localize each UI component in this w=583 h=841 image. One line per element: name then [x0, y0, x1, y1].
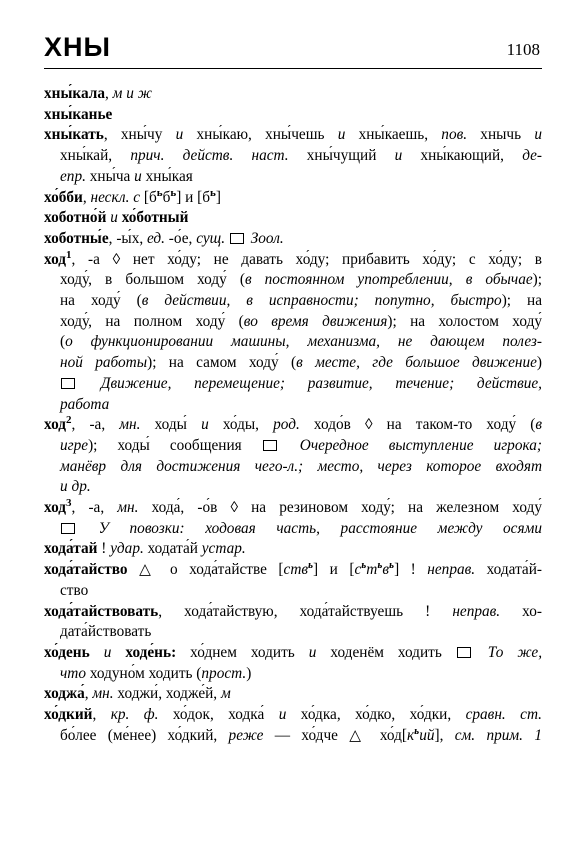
entry-line: дата́йствовать: [60, 623, 152, 641]
entry-line: хоботны́е, -ы́х, ед. -о́е, сущ. Зоол.: [44, 229, 284, 247]
entry-line: ход$^1$, -а ◊ нет хо́ду; не давать хо́ду; прибавить хо́ду; с хо́ду; в: [44, 249, 542, 268]
entry-line: хны́кай, прич. действ. наст. хны́чущий и хны́кающий, де-: [60, 147, 542, 165]
entry-line: хо́дкий, кр. ф. хо́док, ходка́ и хо́дка, хо́дко, хо́дки, сравн. ст.: [44, 706, 542, 724]
entry-line: Движение, перемещение; развитие, течение; действие,: [44, 374, 542, 395]
entry-line: ход$^2$, -а, мн. ходы́ и хо́ды, род. ходо́в ◊ на таком-то ходу́ (в: [44, 415, 542, 434]
entry-line: хоботно́й и хо́ботный: [44, 209, 189, 227]
square-icon: [457, 647, 471, 658]
entry-line: ходу́, в большом ходу́ (в постоянном употреблении, в обычае);: [60, 271, 542, 289]
running-head: ХНЫ: [44, 32, 111, 62]
square-icon: [263, 440, 277, 451]
entry-line: и др.: [60, 478, 91, 496]
entry-line: на ходу́ (в действии, в исправности; попутно, быстро); на: [60, 292, 542, 310]
entry-line: хода́тай ! удар. ходата́й устар.: [44, 540, 246, 558]
dictionary-page: [44, 34, 542, 747]
square-icon: [230, 233, 244, 244]
entry-line: манёвр для достижения чего-л.; место, через которое входят: [60, 457, 542, 475]
square-icon: [61, 523, 75, 534]
entry-line: хо́день и ходе́нь: хо́днем ходить и ходенём ходить То же,: [44, 643, 542, 661]
entry-line: хны́кала, м и ж: [44, 85, 152, 102]
entry-line: епр. хны́ча и хны́кая: [60, 167, 193, 185]
entry-line: хода́тайство △ о хода́тайстве [ств$^ь$] и $[с^ьт^ьв^ь]$ ! неправ. ходата́й-: [44, 560, 542, 579]
entry-line: ходжа́, мн. ходжи́, ходже́й, м: [44, 685, 231, 703]
entry-line: У повозки: ходовая часть, расстояние между осями: [44, 519, 542, 540]
entry-line: ход$^3$, -а, мн. хода́, -о́в ◊ на резиновом ходу́; на железном ходу́: [44, 498, 542, 517]
entry-line: хны́канье: [44, 105, 113, 123]
entry-line: работа: [60, 395, 110, 413]
page-header: [44, 34, 542, 69]
entry-line: что ходуно́м ходить (прост.): [60, 664, 252, 682]
entry-line: ной работы); на самом ходу́ (в месте, где большое движение): [60, 354, 542, 372]
entry-line: хо́бби, нескл. с $[б^ьб^ь]$ и $[б^ь]$: [44, 187, 221, 206]
entry-line: ство: [60, 581, 89, 599]
entry-line: (о функционировании машины, механизма, не дающем полез-: [60, 333, 542, 351]
square-icon: [61, 378, 75, 389]
entry-line: хны́кать, хны́чу и хны́каю, хны́чешь и хны́каешь, пов. хнычь и: [44, 126, 542, 144]
entry-line: ходу́, на полном ходу́ (во время движения); на холостом ходу́: [60, 312, 542, 330]
entry-line: бо́лее (ме́нее) хо́дкий, реже — хо́дче △ $хо́д[к^ьий]$, см. прим. 1: [60, 725, 542, 744]
entries-body: [44, 84, 542, 747]
entry-line: хода́тайствовать, хода́тайствую, хода́тайствуешь ! неправ. хо-: [44, 602, 542, 620]
page-number: 1108: [506, 40, 540, 59]
entry-line: игре); ходы́ сообщения Очередное выступление игрока;: [60, 436, 542, 454]
